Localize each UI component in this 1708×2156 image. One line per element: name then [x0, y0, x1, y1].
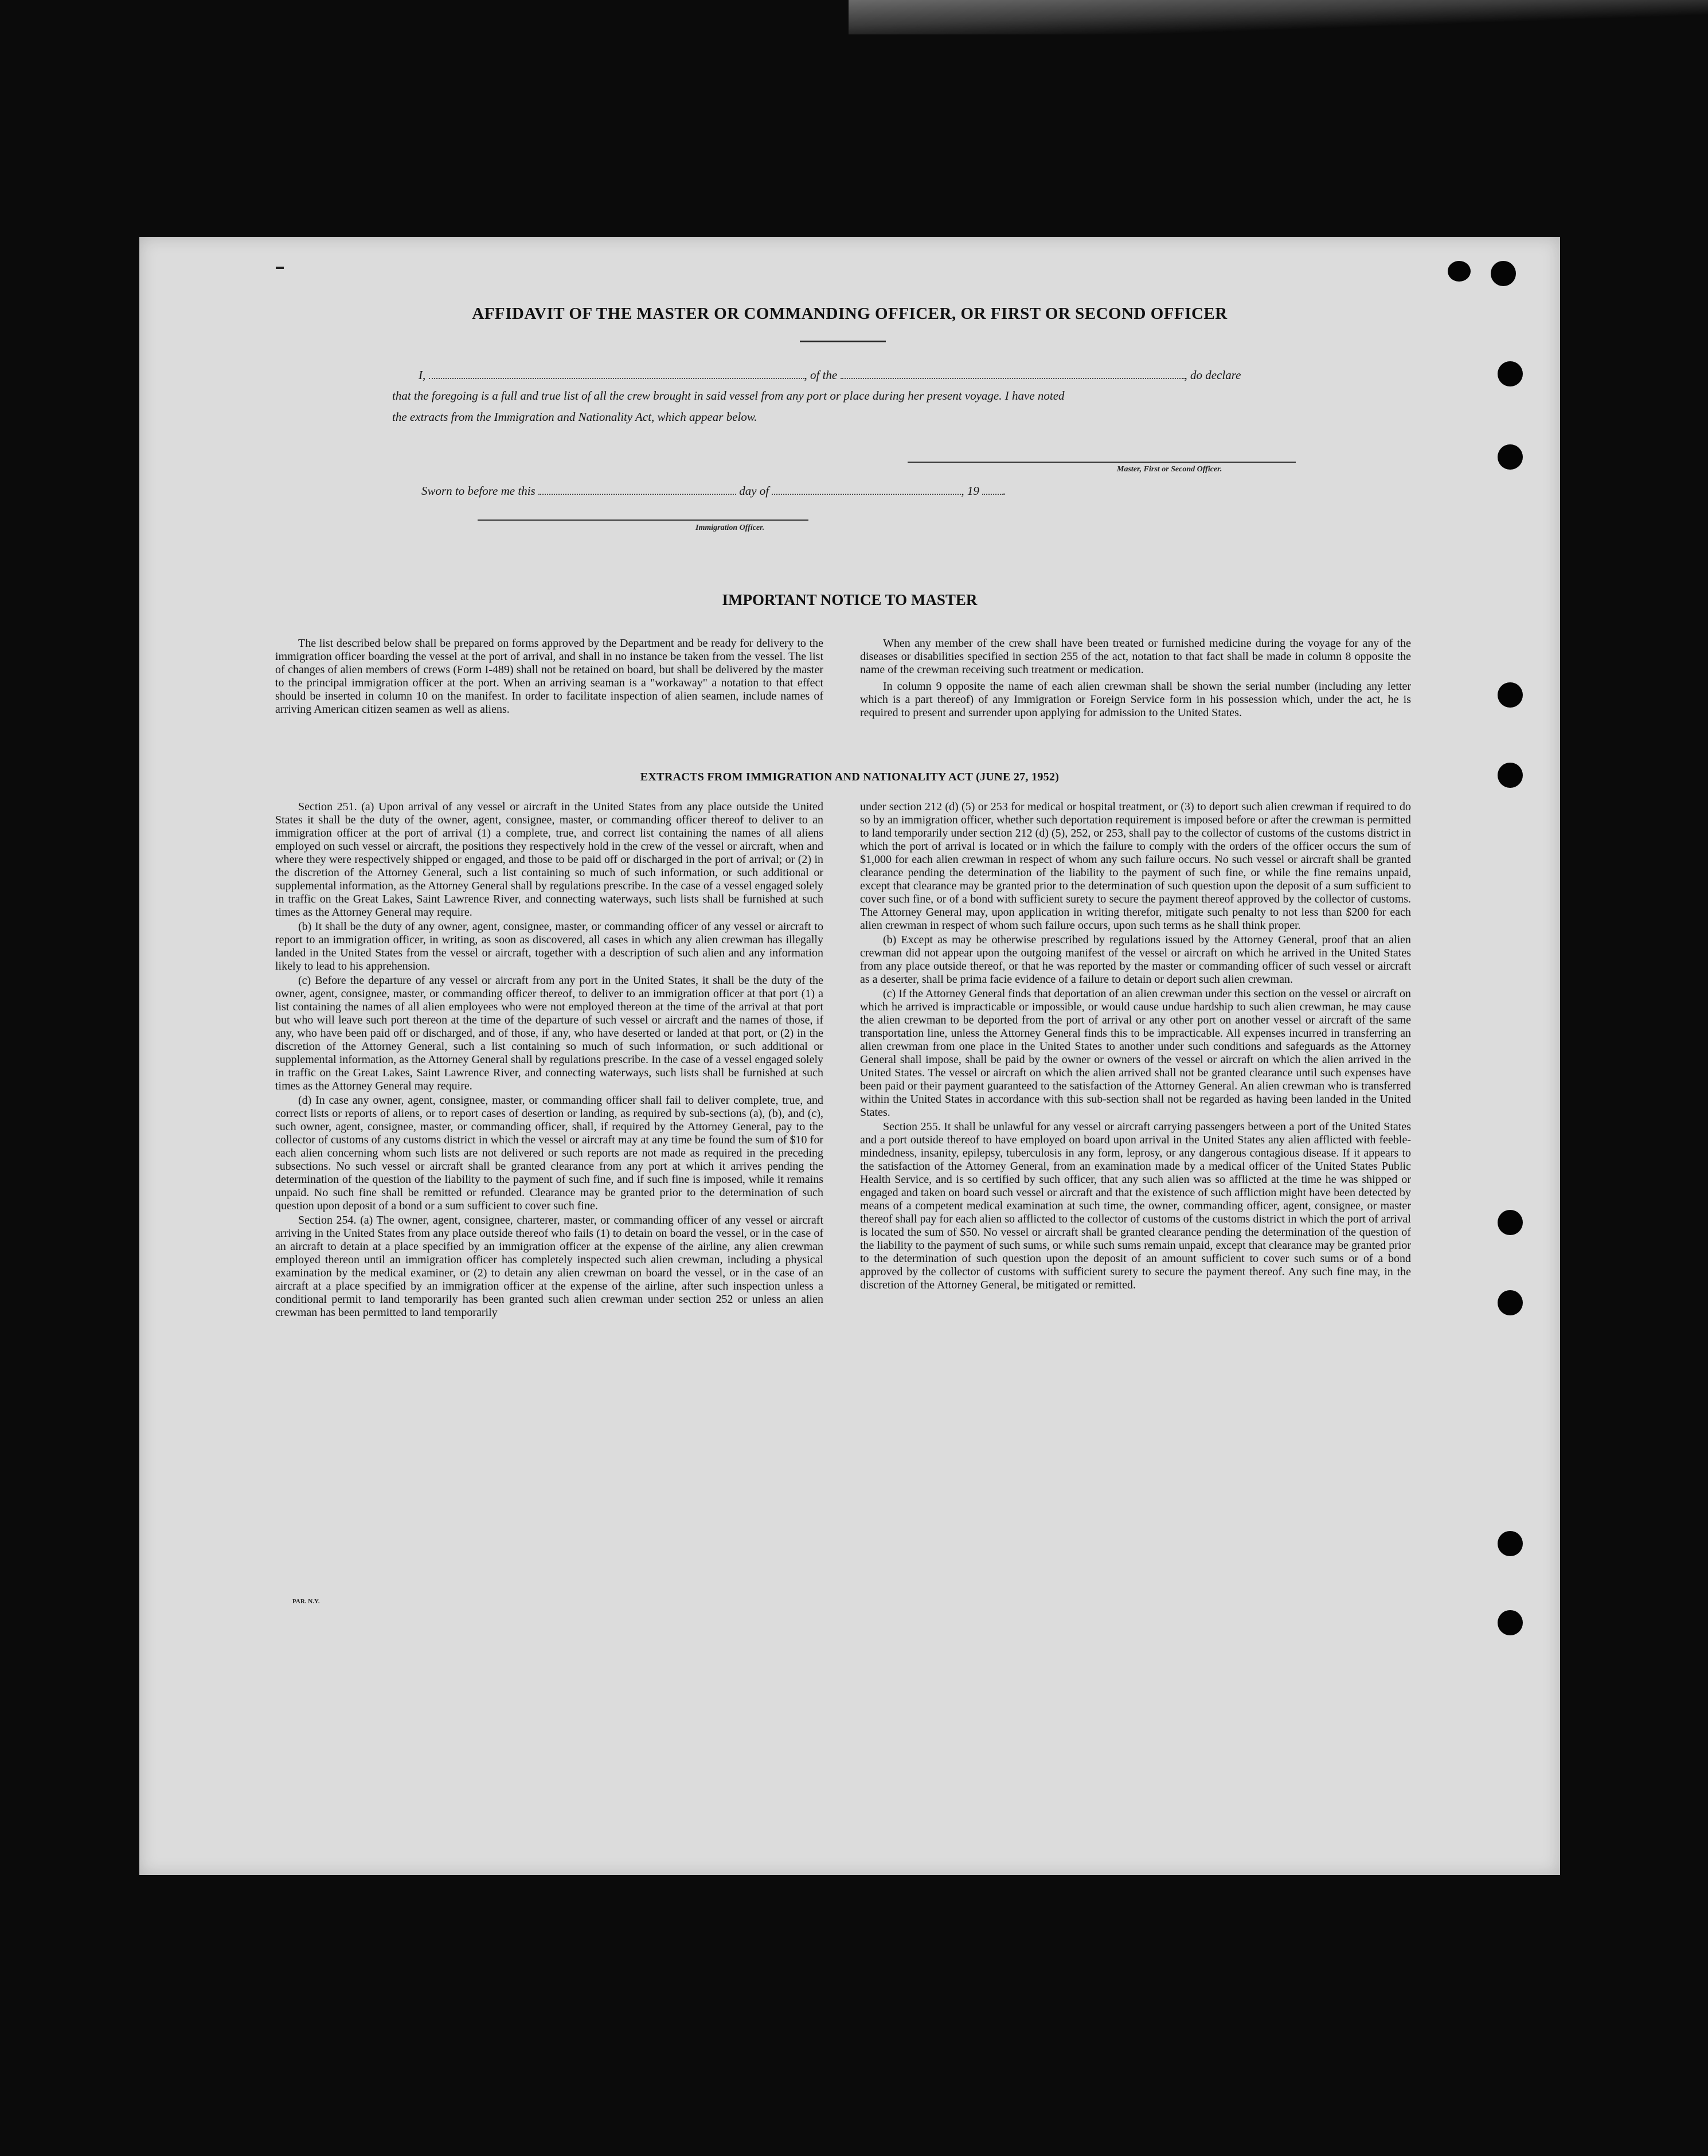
- section-254-b: (b) Except as may be otherwise prescribed by regulations issued by the Attorney General, proof that an alien crewman did not appear upon the outgoing manifest of the vessel or aircraft on which he arrived in the United States from any place outside thereof, or that he was reported by the master or commanding officer of such vessel or aircraft as a deserter, shall be prima facie evidence of a failure to detain or deport such alien crewman.: [860, 934, 1411, 986]
- notice-right-column: [860, 637, 1411, 721]
- punch-hole: [1498, 1210, 1523, 1235]
- sworn-line: [421, 483, 1006, 498]
- notice-right-paragraph-2: In column 9 opposite the name of each alien crewman shall be shown the serial number (including any letter which is a part thereof) of any Immigration or Foreign Service form in his possession which, under the act, he is required to present and surrender upon applying for admission to the United States.: [860, 680, 1411, 719]
- section-254-a-continued: under section 212 (d) (5) or 253 for medical or hospital treatment, or (3) to deport such alien crewman if required to do so by an immigration officer, whether such deportation requirement is imposed before or after the crewman is permitted to land temporarily under section 212 (d) (5), 252, or 253, shall pay to the collector of customs of the customs district in which the port of arrival is located or in which the failure to comply with the orders of the officer occurs the sum of $1,000 for each alien crewman in respect of whom any such failure occurs. No such vessel or aircraft shall be granted clearance pending the determination of the liability to the payment of such fine, or while the fine remains unpaid, except that clearance may be granted prior to the determination of such question upon the deposit of a sum sufficient to cover such fine, or of a bond with sufficient surety to secure the payment thereof approved by the collector of customs. The Attorney General may, upon application in writing therefor, mitigate such penalty to not less than $200 for each alien crewman in respect of whom such failure occurs, upon such terms as he shall think proper.: [860, 800, 1411, 932]
- statement-line-2: the extracts from the Immigration and Nationality Act, which appear below.: [392, 410, 757, 424]
- document-page: [139, 237, 1560, 1875]
- notice-title: IMPORTANT NOTICE TO MASTER: [722, 591, 978, 608]
- title-rule: [800, 341, 886, 342]
- master-signature-caption: Master, First or Second Officer.: [1117, 465, 1222, 474]
- statement-line-1: that the foregoing is a full and true list of all the crew brought in said vessel from any port or place during her present voyage. I have noted: [392, 389, 1065, 403]
- sworn-month-field[interactable]: [772, 483, 961, 495]
- sworn-year-field[interactable]: [982, 483, 1003, 495]
- punch-hole: [1498, 1610, 1523, 1635]
- officer-signature-line[interactable]: [478, 520, 808, 521]
- officer-signature-caption: Immigration Officer.: [695, 524, 765, 532]
- master-signature-line[interactable]: [908, 462, 1296, 463]
- of-the-label: , of the: [804, 368, 838, 382]
- notice-left-column: [275, 637, 823, 717]
- section-251-b: (b) It shall be the duty of any owner, agent, consignee, master, or commanding officer of any vessel or aircraft to report to an immigration officer, in writing, as soon as discovered, all cases in which any alien crewman has illegally landed in the United States from the vessel or aircraft, together with a description of such alien and any information likely to lead to his apprehension.: [275, 920, 823, 972]
- punch-hole: [1498, 763, 1523, 788]
- master-name-field[interactable]: [429, 368, 804, 379]
- printer-code: PAR. N.Y.: [292, 1598, 320, 1605]
- notice-left-paragraph: The list described below shall be prepared on forms approved by the Department and be ready for delivery to the immigration officer boarding the vessel at the port of arrival, and shall in no instance be taken from the vessel. The list of changes of alien members of crews (Form I-489) shall not be retained on board, but shall be delivered by the master to the principal immigration officer at the port. When an arriving seaman is a "workaway" a notation to that effect should be inserted in column 10 on the manifest. In order to facilitate inspection of alien seamen, include names of arriving American citizen seamen as well as aliens.: [275, 637, 823, 716]
- declaration-line: [419, 368, 1241, 382]
- punch-hole: [1498, 682, 1523, 708]
- do-declare-label: , do declare: [1184, 368, 1241, 382]
- section-255: Section 255. It shall be unlawful for any vessel or aircraft carrying passengers between a port of the United States and a port outside thereof to have employed on board upon arrival in the United States any alien afflicted with feeble-mindedness, insanity, epilepsy, tuberculosis in any form, leprosy, or any dangerous contagious disease. If it appears to the satisfaction of the Attorney General, from an examination made by a medical officer of the United States Public Health Service, and is so certified by such officer, that any such alien was so afflicted at the time he was shipped or engaged and taken on board such vessel or aircraft and that the existence of such affliction might have been detected by means of a competent medical examination at such time, the owner, commanding officer, agent, consignee, or master thereof shall pay for each alien so afflicted to the collector of customs of the customs district in which the port of arrival is located the sum of $50. No vessel or aircraft shall be granted clearance pending the determination of the question of the liability to the payment of such sums, or while such sums remain unpaid, except that clearance may be granted prior to the determination of such question upon the deposit of an amount sufficient to cover such sums or of a bond approved by the collector of customs with sufficient surety to secure the payment thereof. Any such fine may, in the discretion of the Attorney General, be mitigated or remitted.: [860, 1120, 1411, 1291]
- affidavit-title: AFFIDAVIT OF THE MASTER OR COMMANDING OFFICER, OR FIRST OR SECOND OFFICER: [472, 304, 1228, 323]
- torn-edge: [849, 0, 1708, 34]
- sworn-day-field[interactable]: [538, 483, 736, 495]
- scan-mark: [276, 267, 284, 269]
- punch-hole: [1498, 444, 1523, 470]
- extracts-title: EXTRACTS FROM IMMIGRATION AND NATIONALITY ACT (JUNE 27, 1952): [640, 771, 1060, 783]
- year-end: .: [1003, 484, 1006, 498]
- punch-hole: [1498, 1531, 1523, 1556]
- punch-hole: [1448, 261, 1471, 282]
- i-label: I,: [419, 368, 426, 382]
- punch-hole: [1498, 1290, 1523, 1315]
- section-251-c: (c) Before the departure of any vessel or aircraft from any port in the United States, it shall be the duty of the owner, agent, consignee, master, or commanding officer thereof, to deliver to an immigration officer at that port (1) a list containing the names of all alien employees who were not employed thereon at the time of the arrival at that port but who will leave such port thereon at the time of the departure of such vessel or aircraft and the names of those, if any, who have been paid off or discharged, and of those, if any, who have deserted or landed at that port, or (2) in the discretion of the Attorney General, such a list containing so much of such information, or such additional or supplemental information, as the Attorney General shall by regulations prescribe. In the case of a vessel engaged solely in traffic on the Great Lakes, Saint Lawrence River, and connecting waterways, such lists shall be furnished at such times as the Attorney General may require.: [275, 974, 823, 1092]
- year-label: , 19: [961, 484, 979, 498]
- section-254-c: (c) If the Attorney General finds that deportation of an alien crewman under this section on the vessel or aircraft on which he arrived is impracticable or impossible, or would cause undue hardship to such alien crewman, he may cause the alien crewman to be deported from the port of arrival or any other port on another vessel or aircraft of the same transportation line, unless the Attorney General finds this to be impracticable. All expenses incurred in transferring an alien crewman from one place in the United States to another under such conditions and safeguards as the Attorney General shall impose, shall be paid by the owner or owners of the vessel or aircraft on which the alien arrived in the United States. The vessel or aircraft on which the alien arrived shall not be granted clearance until such expenses have been paid or their payment guaranteed to the satisfaction of the Attorney General. An alien crewman who is transferred within the United States in accordance with this sub-section shall not be regarded as having been landed in the United States.: [860, 987, 1411, 1119]
- vessel-name-field[interactable]: [841, 368, 1185, 379]
- section-251-d: (d) In case any owner, agent, consignee, master, or commanding officer shall fail to deliver complete, true, and correct lists or reports of aliens, or to report cases of desertion or landing, as required by sub-sections (a), (b), and (c), such owner, agent, consignee, master, or commanding officer, shall, if required by the Attorney General, pay to the collector of customs of any customs district in which the vessel or aircraft may at any time be found the sum of $10 for each alien concerning whom such lists are not delivered or such reports are not made as required in the preceding subsections. No such vessel or aircraft shall be granted clearance from any port at which it arrives pending the determination of the question of the liability to the payment of such fine, and if such fine is imposed, while it remains unpaid. No such fine shall be remitted or refunded. Clearance may be granted prior to the determination of such question upon deposit of a bond or a sum sufficient to cover such fine.: [275, 1094, 823, 1212]
- punch-hole: [1498, 361, 1523, 386]
- notice-right-paragraph-1: When any member of the crew shall have been treated or furnished medicine during the voyage for any of the diseases or disabilities specified in section 255 of the act, notation to that fact shall be made in column 8 opposite the name of the crewman receiving such treatment or medication.: [860, 637, 1411, 676]
- extracts-right-column: [860, 800, 1411, 1293]
- punch-hole: [1491, 261, 1516, 286]
- day-of-label: day of: [739, 484, 769, 498]
- extracts-left-column: [275, 800, 823, 1321]
- sworn-label: Sworn to before me this: [421, 484, 536, 498]
- section-251-a: Section 251. (a) Upon arrival of any vessel or aircraft in the United States from any place outside the United States it shall be the duty of the owner, agent, consignee, master, or commanding officer thereof to deliver to an immigration officer at the port of arrival (1) a complete, true, and correct list containing the names of all aliens employed on such vessel or aircraft, the positions they respectively hold in the crew of the vessel or aircraft, when and where they were respectively shipped or engaged, and those to be paid off or discharged in the port of arrival; or (2) in the discretion of the Attorney General, such a list containing so much of such information, or such additional or supplemental information, as the Attorney General shall by regulations prescribe. In the case of a vessel engaged solely in traffic on the Great Lakes, Saint Lawrence River, and connecting waterways, such lists shall be furnished at such times as the Attorney General may require.: [275, 800, 823, 919]
- section-254-a: Section 254. (a) The owner, agent, consignee, charterer, master, or commanding officer of any vessel or aircraft arriving in the United States from any place outside thereof who fails (1) to detain on board the vessel, or in the case of an aircraft to detain at a place specified by an immigration officer at the expense of the airline, any alien crewman employed thereon until an immigration officer has completely inspected such alien crewman, including a physical examination by the medical examiner, or (2) to detain any alien crewman on board the vessel, or in the case of an aircraft at a place specified by an immigration officer at the expense of the airline, after such inspection unless a conditional permit to land temporarily has been granted such alien crewman under section 252 or unless an alien crewman has been permitted to land temporarily: [275, 1214, 823, 1319]
